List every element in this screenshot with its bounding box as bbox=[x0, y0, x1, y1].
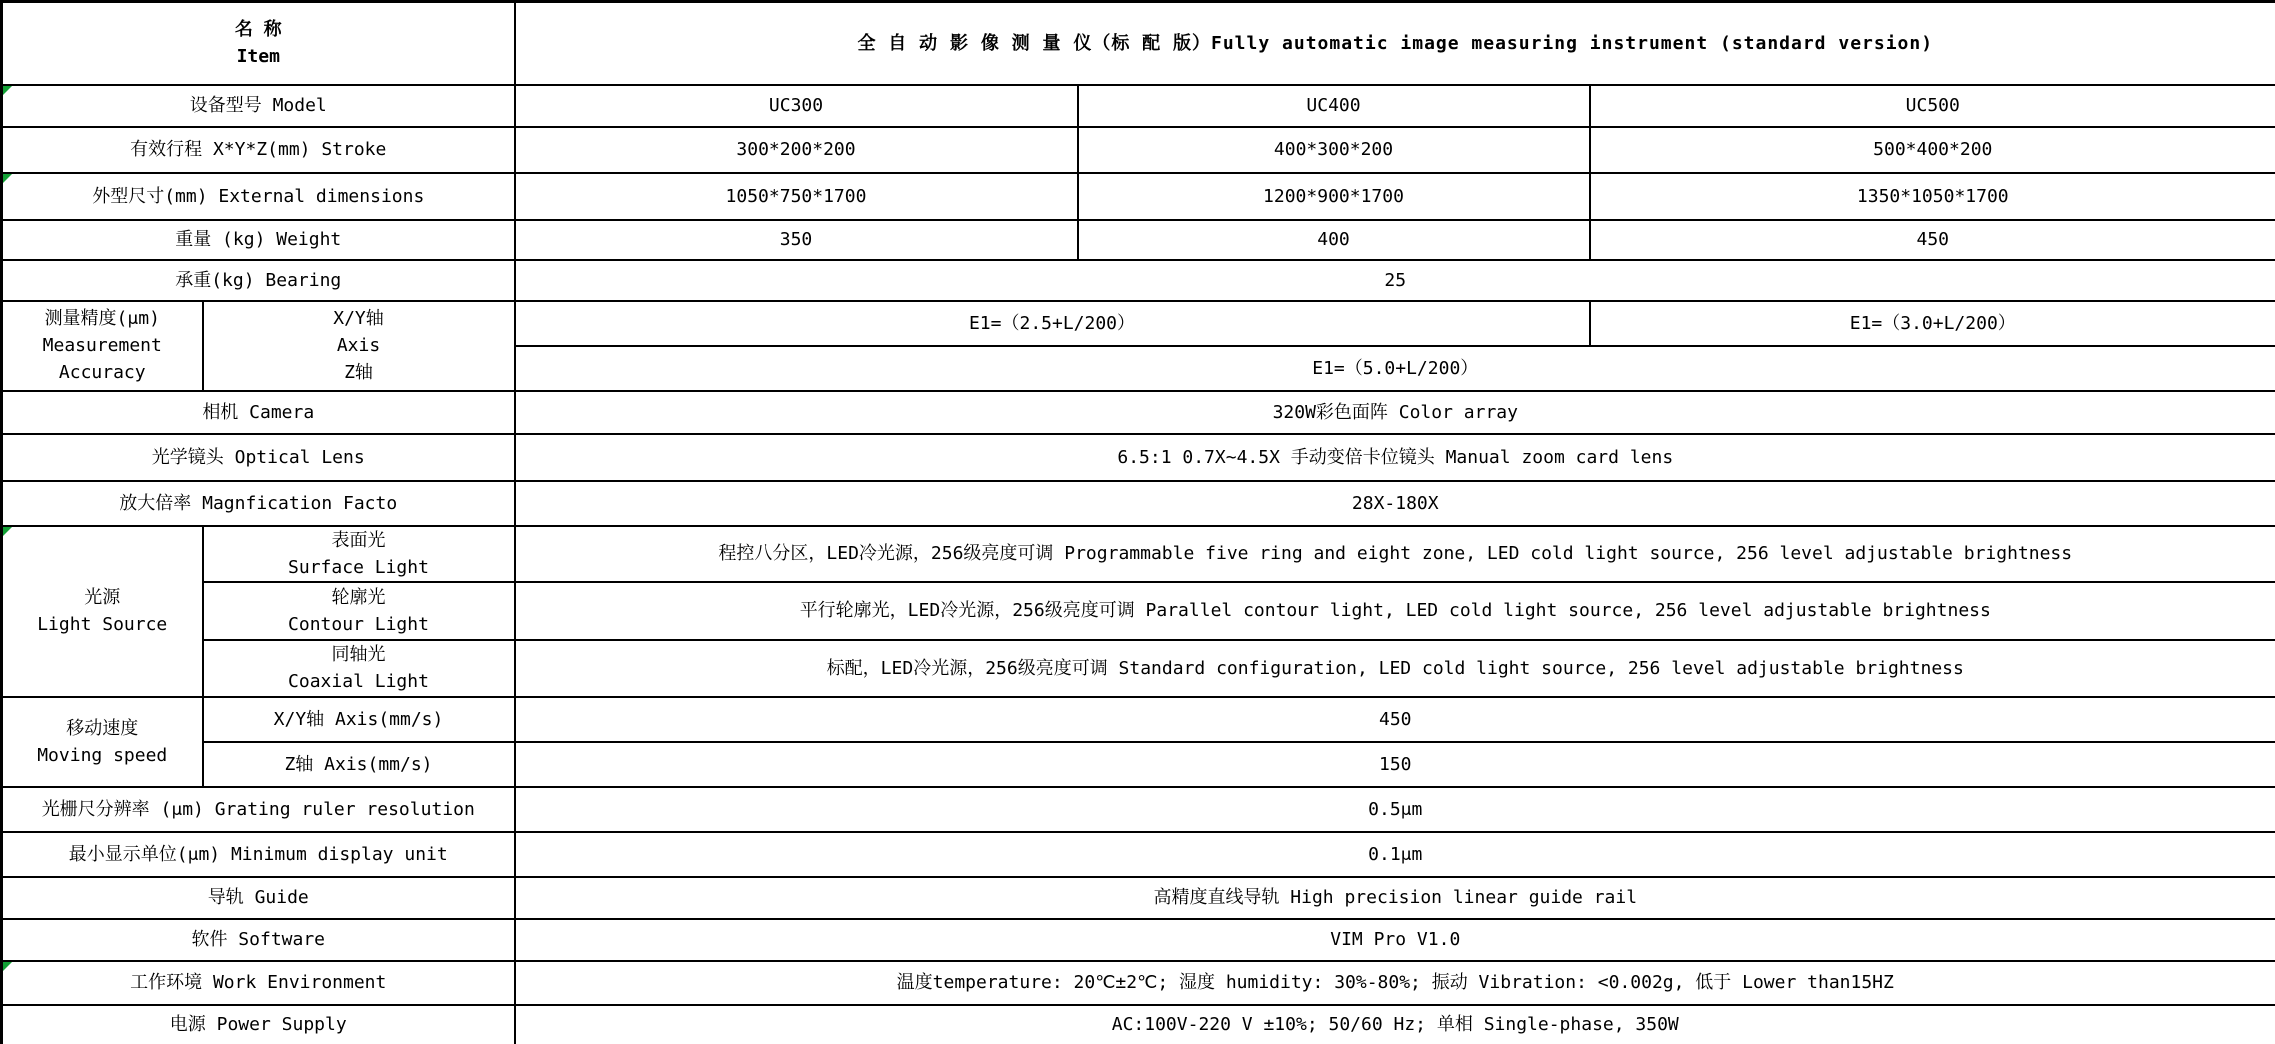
row-stroke bbox=[2, 127, 2275, 173]
accuracy-label-en2: Accuracy bbox=[58, 362, 146, 383]
contour-light-label bbox=[203, 582, 515, 640]
speed-z-label: Z轴 Axis(mm/s) bbox=[203, 742, 515, 787]
row-light-coaxial bbox=[2, 640, 2275, 697]
row-software bbox=[2, 919, 2275, 961]
row-accuracy-xy bbox=[2, 301, 2275, 346]
model-label bbox=[2, 85, 515, 127]
coaxial-light-value: 标配，LED冷光源，256级亮度可调 Standard configuration, LED cold light source, 256 level adjustable brightness bbox=[515, 640, 2275, 697]
magnification-label: 放大倍率 Magnfication Facto bbox=[2, 481, 515, 526]
accuracy-label-cn: 测量精度(μm) bbox=[44, 308, 160, 329]
model-label-text: 设备型号 Model bbox=[189, 95, 327, 116]
coaxial-light-en: Coaxial Light bbox=[288, 671, 429, 692]
dimensions-label-text: 外型尺寸(mm) External dimensions bbox=[92, 185, 425, 207]
moving-speed-label bbox=[2, 697, 203, 787]
row-speed-z bbox=[2, 742, 2275, 787]
accuracy-axis-z: Z轴 bbox=[344, 362, 373, 383]
grating-resolution-label: 光栅尺分辨率 (μm) Grating ruler resolution bbox=[2, 787, 515, 832]
software-label: 软件 Software bbox=[2, 919, 515, 961]
contour-light-value: 平行轮廓光，LED冷光源，256级亮度可调 Parallel contour light, LED cold light source, 256 level adjustable brightness bbox=[515, 582, 2275, 640]
accuracy-axis-xy: X/Y轴 bbox=[333, 308, 384, 329]
min-display-unit-label: 最小显示单位(μm) Minimum display unit bbox=[2, 832, 515, 877]
row-magnification bbox=[2, 481, 2275, 526]
contour-light-en: Contour Light bbox=[288, 613, 429, 635]
page-title: 全 自 动 影 像 测 量 仪（标 配 版）Fully automatic image measuring instrument (standard version) bbox=[515, 2, 2275, 85]
cell-flag-triangle-icon bbox=[3, 86, 12, 95]
work-environment-label bbox=[2, 961, 515, 1005]
weight-uc400: 400 bbox=[1078, 220, 1590, 260]
moving-speed-label-en: Moving speed bbox=[37, 744, 168, 766]
row-model bbox=[2, 85, 2275, 127]
row-guide bbox=[2, 877, 2275, 919]
accuracy-xy-uc300-uc400: E1=（2.5+L/200） bbox=[515, 301, 1590, 346]
item-header-en: Item bbox=[236, 46, 280, 68]
stroke-uc500: 500*400*200 bbox=[1590, 127, 2275, 173]
coaxial-light-cn: 同轴光 bbox=[331, 644, 386, 665]
surface-light-value: 程控八分区，LED冷光源，256级亮度可调 Programmable five ring and eight zone, LED cold light source, 256 level adjustable brightness bbox=[515, 526, 2275, 582]
row-dimensions bbox=[2, 173, 2275, 220]
cell-flag-triangle-icon bbox=[3, 174, 12, 183]
software-value: VIM Pro V1.0 bbox=[515, 919, 2275, 961]
dimensions-uc400: 1200*900*1700 bbox=[1078, 173, 1590, 220]
row-light-contour bbox=[2, 582, 2275, 640]
row-power-supply bbox=[2, 1005, 2275, 1044]
row-camera bbox=[2, 391, 2275, 434]
moving-speed-label-cn: 移动速度 bbox=[66, 717, 139, 739]
row-weight bbox=[2, 220, 2275, 260]
model-uc300: UC300 bbox=[515, 85, 1078, 127]
dimensions-label bbox=[2, 173, 515, 220]
bearing-label: 承重(kg) Bearing bbox=[2, 260, 515, 301]
item-header-cn: 名 称 bbox=[234, 19, 282, 41]
stroke-label: 有效行程 X*Y*Z(mm) Stroke bbox=[2, 127, 515, 173]
accuracy-label bbox=[2, 301, 203, 391]
grating-resolution-value: 0.5μm bbox=[515, 787, 2275, 832]
speed-z-value: 150 bbox=[515, 742, 2275, 787]
min-display-unit-value: 0.1μm bbox=[515, 832, 2275, 877]
coaxial-light-label bbox=[203, 640, 515, 697]
accuracy-axis-en: Axis bbox=[336, 335, 381, 356]
weight-label: 重量 (kg) Weight bbox=[2, 220, 515, 260]
weight-uc300: 350 bbox=[515, 220, 1078, 260]
speed-xy-value: 450 bbox=[515, 697, 2275, 742]
row-work-environment bbox=[2, 961, 2275, 1005]
cell-flag-triangle-icon bbox=[3, 527, 12, 536]
accuracy-label-en1: Measurement bbox=[42, 335, 162, 356]
row-min-display-unit bbox=[2, 832, 2275, 877]
row-light-surface bbox=[2, 526, 2275, 582]
guide-label: 导轨 Guide bbox=[2, 877, 515, 919]
header-row bbox=[2, 2, 2275, 85]
light-source-label-cn: 光源 bbox=[84, 587, 121, 608]
stroke-uc400: 400*300*200 bbox=[1078, 127, 1590, 173]
optical-lens-label: 光学镜头 Optical Lens bbox=[2, 434, 515, 481]
surface-light-cn: 表面光 bbox=[331, 529, 386, 551]
camera-label: 相机 Camera bbox=[2, 391, 515, 434]
model-uc400: UC400 bbox=[1078, 85, 1590, 127]
accuracy-axis-label bbox=[203, 301, 515, 391]
work-environment-label-text: 工作环境 Work Environment bbox=[130, 972, 387, 993]
guide-value: 高精度直线导轨 High precision linear guide rail bbox=[515, 877, 2275, 919]
dimensions-uc500: 1350*1050*1700 bbox=[1590, 173, 2275, 220]
item-header-cell bbox=[2, 2, 515, 85]
row-bearing bbox=[2, 260, 2275, 301]
stroke-uc300: 300*200*200 bbox=[515, 127, 1078, 173]
camera-value: 320W彩色面阵 Color array bbox=[515, 391, 2275, 434]
power-supply-value: AC:100V-220 V ±10%; 50/60 Hz; 单相 Single-phase, 350W bbox=[515, 1005, 2275, 1044]
accuracy-z-value: E1=（5.0+L/200） bbox=[515, 346, 2275, 391]
surface-light-label bbox=[203, 526, 515, 582]
cell-flag-triangle-icon bbox=[3, 962, 12, 971]
contour-light-cn: 轮廓光 bbox=[331, 586, 386, 608]
light-source-label-en: Light Source bbox=[37, 614, 168, 635]
row-speed-xy bbox=[2, 697, 2275, 742]
weight-uc500: 450 bbox=[1590, 220, 2275, 260]
work-environment-value: 温度temperature: 20℃±2℃; 湿度 humidity: 30%-80%; 振动 Vibration: <0.002g, 低于 Lower than15HZ bbox=[515, 961, 2275, 1005]
power-supply-label: 电源 Power Supply bbox=[2, 1005, 515, 1044]
accuracy-xy-uc500: E1=（3.0+L/200） bbox=[1590, 301, 2275, 346]
speed-xy-label: X/Y轴 Axis(mm/s) bbox=[203, 697, 515, 742]
dimensions-uc300: 1050*750*1700 bbox=[515, 173, 1078, 220]
light-source-label bbox=[2, 526, 203, 697]
row-optical-lens bbox=[2, 434, 2275, 481]
model-uc500: UC500 bbox=[1590, 85, 2275, 127]
row-grating-resolution bbox=[2, 787, 2275, 832]
bearing-value: 25 bbox=[515, 260, 2275, 301]
magnification-value: 28X-180X bbox=[515, 481, 2275, 526]
surface-light-en: Surface Light bbox=[288, 556, 429, 578]
optical-lens-value: 6.5:1 0.7X~4.5X 手动变倍卡位镜头 Manual zoom card lens bbox=[515, 434, 2275, 481]
